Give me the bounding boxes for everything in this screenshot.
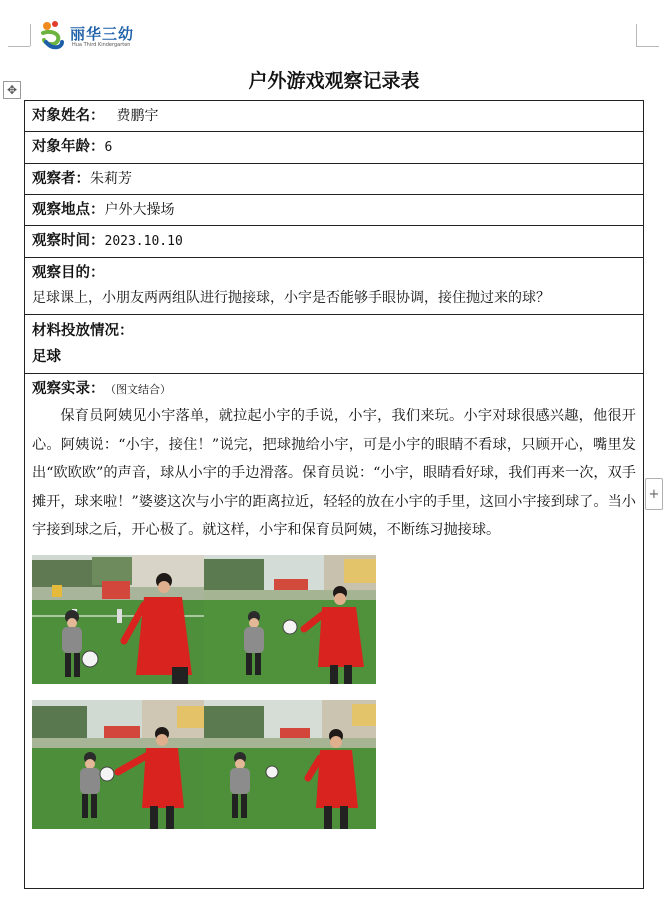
observer-label: 观察者： bbox=[32, 171, 90, 187]
photo-catch-2[interactable] bbox=[204, 700, 376, 829]
logo-name: 丽华三幼 bbox=[70, 24, 135, 43]
purpose-label: 观察目的： bbox=[32, 265, 105, 281]
photo-row-1 bbox=[32, 555, 376, 684]
row-record bbox=[25, 374, 644, 889]
cell-age[interactable] bbox=[25, 132, 644, 164]
name-label: 对象姓名： bbox=[32, 108, 105, 124]
materials-label: 材料投放情况： bbox=[32, 323, 134, 339]
page-corner-mark-right bbox=[636, 24, 659, 47]
kindergarten-logo bbox=[38, 20, 134, 54]
row-location bbox=[25, 195, 644, 226]
photo-throw-1[interactable] bbox=[32, 555, 204, 684]
age-value: 6 bbox=[104, 140, 113, 155]
time-label: 观察时间： bbox=[32, 233, 105, 249]
row-age bbox=[25, 132, 644, 164]
logo-subtext: Hua Third Kindergarten bbox=[72, 41, 131, 48]
row-time bbox=[25, 226, 644, 258]
materials-value: 足球 bbox=[32, 349, 61, 365]
logo-emblem-icon bbox=[38, 20, 66, 54]
row-name bbox=[25, 101, 644, 132]
age-label: 对象年龄： bbox=[32, 139, 105, 155]
add-row-button[interactable]: + bbox=[645, 478, 663, 510]
location-label: 观察地点： bbox=[32, 202, 105, 218]
page-corner-mark-left bbox=[8, 24, 30, 47]
cell-time[interactable] bbox=[25, 226, 644, 258]
record-label: 观察实录： bbox=[32, 381, 105, 397]
cell-observer[interactable] bbox=[25, 164, 644, 195]
row-observer bbox=[25, 164, 644, 195]
photo-row-2 bbox=[32, 700, 376, 829]
photo-throw-2[interactable] bbox=[204, 555, 376, 684]
cell-name[interactable] bbox=[25, 101, 644, 132]
cell-materials[interactable] bbox=[25, 315, 644, 374]
row-materials bbox=[25, 315, 644, 374]
observer-value: 朱莉芳 bbox=[90, 171, 132, 187]
location-value: 户外大操场 bbox=[104, 202, 175, 218]
photo-catch-1[interactable] bbox=[32, 700, 204, 829]
cell-record[interactable] bbox=[25, 374, 644, 889]
name-value: 费鹏宇 bbox=[116, 108, 159, 124]
record-note: （图文结合） bbox=[110, 383, 171, 396]
cell-purpose[interactable] bbox=[25, 258, 644, 315]
page-corner-mark-left-vertical bbox=[30, 24, 31, 46]
record-narrative: 保育员阿姨见小宇落单，就拉起小宇的手说，小宇，我们来玩。小宇对球很感兴趣，他很开心。阿姨说：“小宇，接住！”说完，把球抛给小宇，可是小宇的眼睛不看球，只顾开心，嘴里发出“欧欧欧”的声音，球从小宇的手边滑落。保育员说：“小宇，眼睛看好球，我们再来一次，双手摊开，球来啦！”婆婆这次与小宇的距离拉近，轻轻的放在小宇的手里，这回小宇接到球了。当小宇接到球之后，开心极了。就这样，小宇和保育员阿姨，不断练习抛接球。 bbox=[32, 408, 636, 538]
time-value: 2023.10.10 bbox=[104, 234, 183, 249]
observation-record-table bbox=[24, 100, 644, 889]
document-title: 户外游戏观察记录表 bbox=[248, 70, 420, 92]
purpose-value: 足球课上，小朋友两两组队进行抛接球，小宇是否能够手眼协调，接住抛过来的球？ bbox=[32, 290, 550, 306]
table-move-handle-icon[interactable]: ✥ bbox=[3, 81, 21, 99]
cell-location[interactable] bbox=[25, 195, 644, 226]
row-purpose bbox=[25, 258, 644, 315]
